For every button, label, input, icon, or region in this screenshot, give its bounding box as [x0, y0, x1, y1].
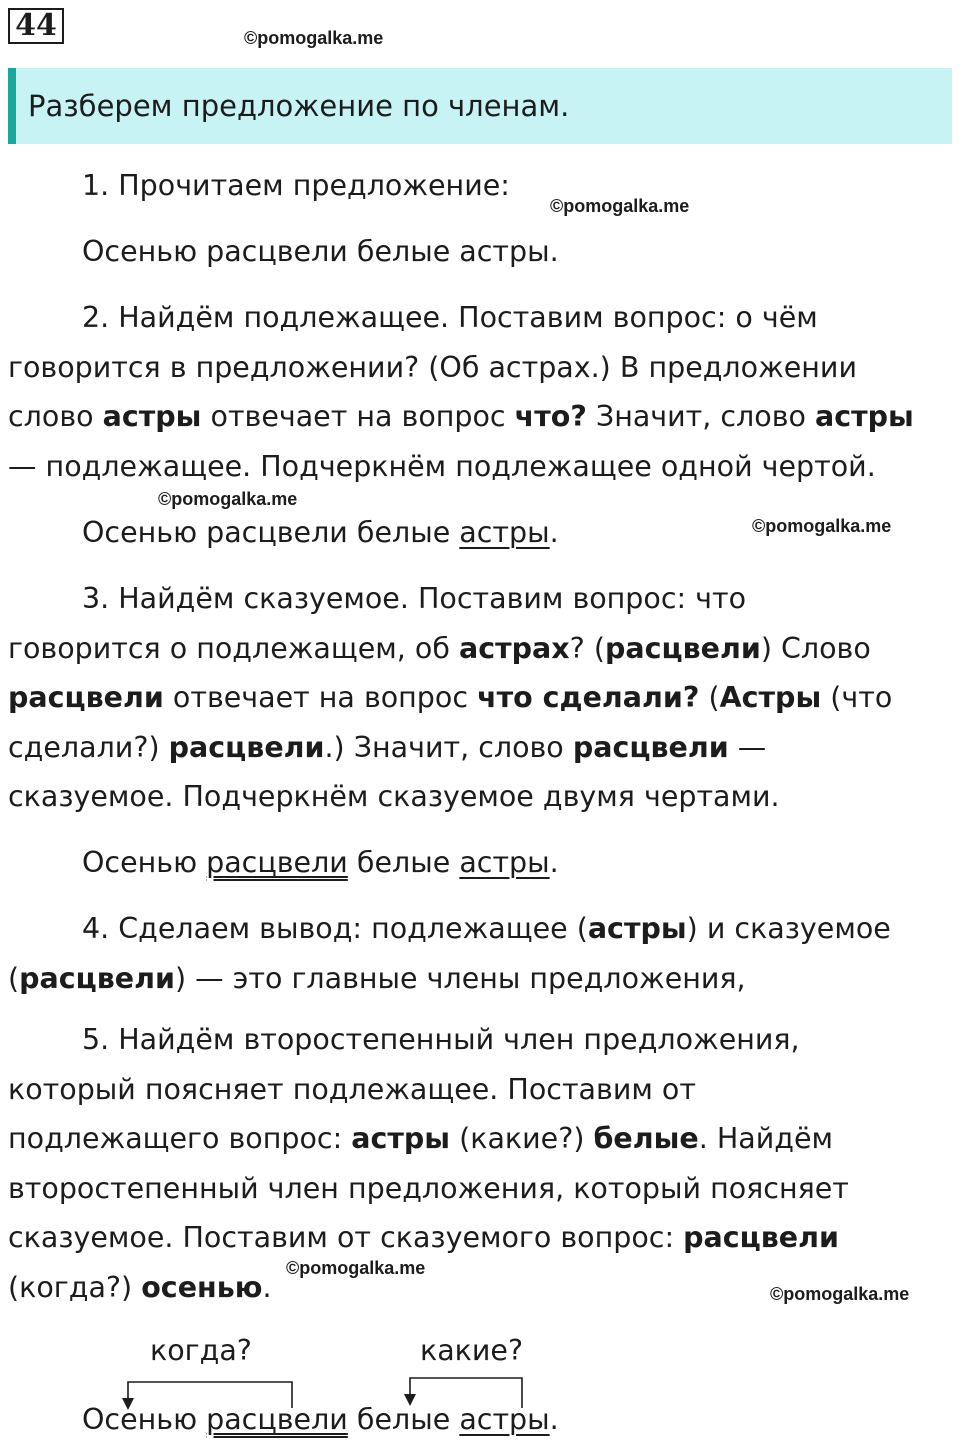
watermark: ©pomogalka.me	[770, 1284, 910, 1304]
step-2-line: — подлежащее. Подчеркнём подлежащее одной чертой.	[8, 449, 876, 483]
step-2-line: говорится в предложении? (Об астрах.) В предложении	[8, 350, 857, 384]
watermark: ©pomogalka.me	[550, 196, 690, 216]
step-3-paragraph: 3. Найдём сказуемое. Поставим вопрос: что говорится о подлежащем, об астрах? (расцвели) Слово расцвели отвечает на вопрос что сделали? (Астры (что сделали?) расцвели.) Значит, слово расцвели — сказуемое. Подчеркнём сказуемое двумя чертами.	[8, 582, 893, 814]
step-2-line: слово астры отвечает на вопрос что? Значит, слово астры	[8, 400, 914, 434]
subject-underlined: астры	[459, 516, 550, 549]
subject-underlined: астры	[459, 1403, 550, 1436]
question-when: когда?	[150, 1334, 252, 1367]
step-2-sentence: Осенью расцвели белые астры.	[82, 516, 559, 549]
question-which: какие?	[420, 1334, 524, 1367]
predicate-underlined: расцвели	[206, 1403, 348, 1436]
task-number: 44	[8, 8, 64, 44]
watermark: ©pomogalka.me	[286, 1258, 426, 1278]
step-2-line: 2. Найдём подлежащее. Поставим вопрос: о чём	[82, 301, 818, 334]
watermark: ©pomogalka.me	[244, 28, 384, 48]
step-4-paragraph: 4. Сделаем вывод: подлежащее (астры) и сказуемое (расцвели) — это главные члены предложения,	[8, 912, 891, 995]
subject-underlined: астры	[459, 846, 550, 879]
diagram-sentence: Осенью расцвели белые астры.	[82, 1403, 559, 1436]
predicate-underlined: расцвели	[206, 846, 348, 879]
section-banner: Разберем предложение по членам.	[8, 68, 952, 144]
step-1-text: 1. Прочитаем предложение:	[82, 169, 510, 202]
watermark: ©pomogalka.me	[158, 489, 298, 509]
step-3-sentence: Осенью расцвели белые астры.	[82, 846, 559, 879]
watermark: ©pomogalka.me	[752, 516, 892, 536]
sentence-text: Осенью расцвели белые астры.	[82, 235, 559, 268]
step-5-paragraph: 5. Найдём второстепенный член предложения, который поясняет подлежащее. Поставим от подлежащего вопрос: астры (какие?) белые. Найдём второстепенный член предложения, который поясняет сказуемое. Поставим от сказуемого вопрос: расцвели (когда?) осенью.	[8, 1023, 849, 1304]
